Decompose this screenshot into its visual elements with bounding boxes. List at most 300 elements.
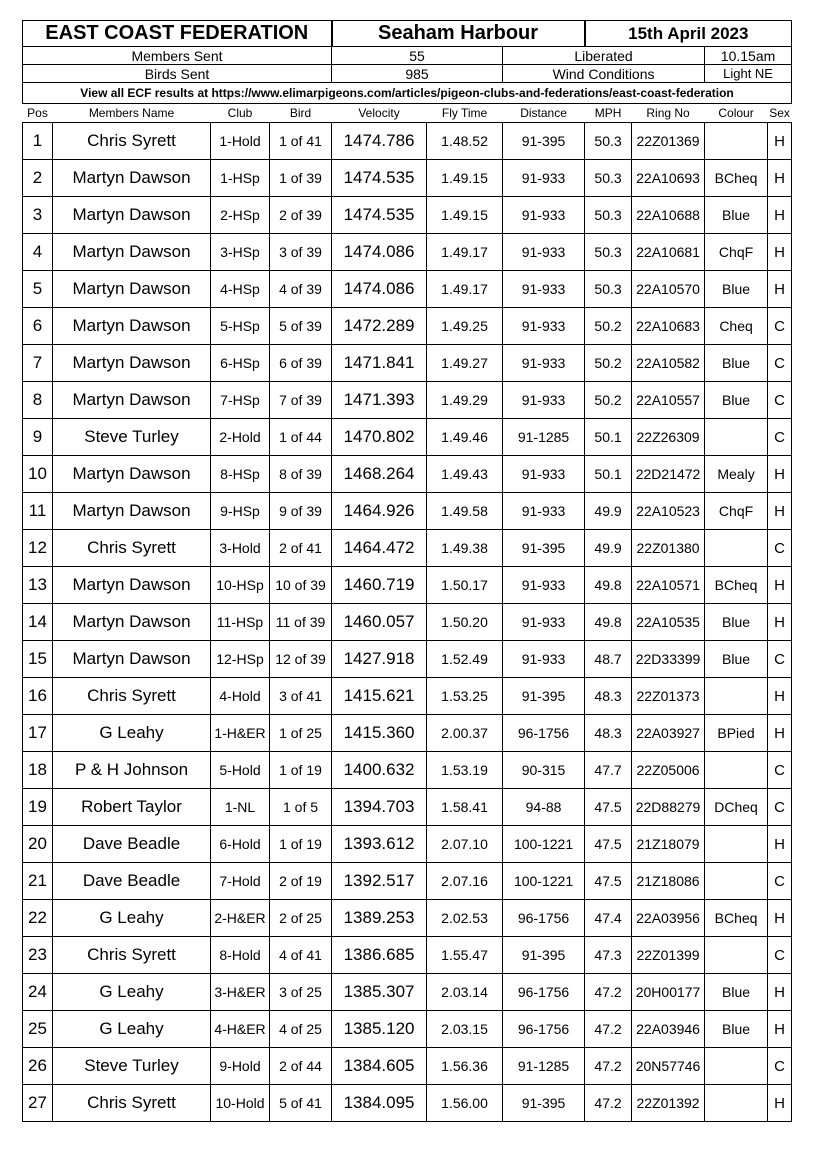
fly-time-cell: 1.53.25 [427,678,503,715]
fly-time-cell: 1.50.20 [427,604,503,641]
bird-cell: 2 of 44 [270,1048,332,1085]
colour-cell [705,1048,768,1085]
sex-cell: H [768,197,792,234]
sex-cell: C [768,308,792,345]
sex-cell: H [768,900,792,937]
table-row [23,382,792,419]
colour-cell: Blue [705,1011,768,1048]
sex-cell: C [768,382,792,419]
table-row [23,974,792,1011]
colour-cell [705,863,768,900]
mph-cell: 47.5 [585,826,632,863]
sex-cell: C [768,752,792,789]
table-row [23,789,792,826]
distance-cell: 91-395 [503,123,585,160]
fly-time-cell: 2.03.14 [427,974,503,1011]
mph-cell: 50.3 [585,123,632,160]
fly-time-cell: 1.56.00 [427,1085,503,1122]
wind-value: Light NE [705,65,792,83]
mph-cell: 49.9 [585,493,632,530]
fly-time-cell: 1.53.19 [427,752,503,789]
pos-cell: 25 [23,1011,53,1048]
table-row [23,641,792,678]
members-name-cell: Chris Syrett [53,937,211,974]
table-row [23,271,792,308]
bird-cell: 3 of 25 [270,974,332,1011]
table-row [23,308,792,345]
results-link-row [23,83,792,104]
members-name-cell: Martyn Dawson [53,493,211,530]
pos-cell: 12 [23,530,53,567]
liberated-value: 10.15am [705,47,792,65]
sex-cell: H [768,567,792,604]
velocity-cell: 1471.393 [332,382,427,419]
distance-cell: 91-933 [503,271,585,308]
club-cell: 10-Hold [211,1085,270,1122]
fly-time-cell: 2.02.53 [427,900,503,937]
sex-cell: H [768,1011,792,1048]
colour-cell: Blue [705,197,768,234]
club-cell: 1-H&ER [211,715,270,752]
mph-cell: 48.7 [585,641,632,678]
mph-cell: 50.1 [585,419,632,456]
velocity-cell: 1474.086 [332,271,427,308]
velocity-cell: 1460.057 [332,604,427,641]
table-row [23,826,792,863]
velocity-cell: 1386.685 [332,937,427,974]
table-row [23,863,792,900]
col-velocity-header: Velocity [332,104,427,123]
members-name-cell: Martyn Dawson [53,604,211,641]
mph-cell: 47.4 [585,900,632,937]
members-sent-label: Members Sent [23,47,332,65]
fly-time-cell: 1.58.41 [427,789,503,826]
pos-cell: 3 [23,197,53,234]
pos-cell: 17 [23,715,53,752]
table-row [23,1085,792,1122]
colour-cell: Blue [705,382,768,419]
club-cell: 4-HSp [211,271,270,308]
table-row [23,456,792,493]
ring-no-cell: 22Z01392 [632,1085,705,1122]
mph-cell: 47.3 [585,937,632,974]
mph-cell: 50.1 [585,456,632,493]
pos-cell: 4 [23,234,53,271]
mph-cell: 47.2 [585,1085,632,1122]
table-row [23,1048,792,1085]
table-row [23,752,792,789]
mph-cell: 50.3 [585,160,632,197]
bird-cell: 2 of 19 [270,863,332,900]
velocity-cell: 1472.289 [332,308,427,345]
distance-cell: 91-933 [503,197,585,234]
distance-cell: 91-395 [503,530,585,567]
velocity-cell: 1384.095 [332,1085,427,1122]
ring-no-cell: 22Z01380 [632,530,705,567]
distance-cell: 96-1756 [503,715,585,752]
distance-cell: 91-933 [503,308,585,345]
distance-cell: 96-1756 [503,1011,585,1048]
ring-no-cell: 22A10571 [632,567,705,604]
club-cell: 4-H&ER [211,1011,270,1048]
bird-cell: 1 of 25 [270,715,332,752]
bird-cell: 4 of 39 [270,271,332,308]
ring-no-cell: 22A10683 [632,308,705,345]
federation-title: EAST COAST FEDERATION [23,21,332,47]
distance-cell: 96-1756 [503,974,585,1011]
ring-no-cell: 21Z18079 [632,826,705,863]
sex-cell: C [768,937,792,974]
bird-cell: 5 of 39 [270,308,332,345]
distance-cell: 91-933 [503,567,585,604]
pos-cell: 5 [23,271,53,308]
pos-cell: 26 [23,1048,53,1085]
members-name-cell: Dave Beadle [53,863,211,900]
mph-cell: 50.3 [585,271,632,308]
bird-cell: 1 of 19 [270,752,332,789]
pos-cell: 10 [23,456,53,493]
table-row [23,234,792,271]
pos-cell: 18 [23,752,53,789]
velocity-cell: 1474.086 [332,234,427,271]
fly-time-cell: 2.00.37 [427,715,503,752]
colour-cell [705,530,768,567]
velocity-cell: 1415.621 [332,678,427,715]
members-name-cell: Martyn Dawson [53,308,211,345]
velocity-cell: 1464.926 [332,493,427,530]
ring-no-cell: 22A10693 [632,160,705,197]
sex-cell: H [768,1085,792,1122]
club-cell: 5-HSp [211,308,270,345]
bird-cell: 1 of 5 [270,789,332,826]
bird-cell: 2 of 39 [270,197,332,234]
velocity-cell: 1468.264 [332,456,427,493]
bird-cell: 1 of 44 [270,419,332,456]
distance-cell: 91-395 [503,678,585,715]
birds-sent-value: 985 [332,65,503,83]
pos-cell: 14 [23,604,53,641]
distance-cell: 91-933 [503,345,585,382]
members-name-cell: Steve Turley [53,1048,211,1085]
mph-cell: 50.2 [585,308,632,345]
col-bird-header: Bird [270,104,332,123]
mph-cell: 50.2 [585,345,632,382]
bird-cell: 8 of 39 [270,456,332,493]
table-row [23,530,792,567]
colour-cell [705,1085,768,1122]
col-mph-header: MPH [585,104,632,123]
club-cell: 6-Hold [211,826,270,863]
col-colour-header: Colour [705,104,768,123]
wind-label: Wind Conditions [503,65,705,83]
sex-cell: C [768,641,792,678]
table-row [23,197,792,234]
colour-cell: Blue [705,974,768,1011]
club-cell: 11-HSp [211,604,270,641]
members-name-cell: Chris Syrett [53,1085,211,1122]
pos-cell: 13 [23,567,53,604]
birds-row [23,65,792,83]
club-cell: 10-HSp [211,567,270,604]
members-name-cell: Martyn Dawson [53,234,211,271]
sex-cell: H [768,678,792,715]
club-cell: 9-HSp [211,493,270,530]
distance-cell: 91-1285 [503,419,585,456]
bird-cell: 3 of 39 [270,234,332,271]
col-fly-time-header: Fly Time [427,104,503,123]
bird-cell: 6 of 39 [270,345,332,382]
bird-cell: 12 of 39 [270,641,332,678]
velocity-cell: 1474.535 [332,160,427,197]
members-name-cell: Martyn Dawson [53,271,211,308]
club-cell: 1-Hold [211,123,270,160]
club-cell: 7-HSp [211,382,270,419]
velocity-cell: 1394.703 [332,789,427,826]
sex-cell: C [768,345,792,382]
colour-cell [705,937,768,974]
column-header-row [23,104,792,123]
colour-cell: DCheq [705,789,768,826]
velocity-cell: 1400.632 [332,752,427,789]
ring-no-cell: 21Z18086 [632,863,705,900]
fly-time-cell: 2.07.10 [427,826,503,863]
members-name-cell: Steve Turley [53,419,211,456]
colour-cell: Mealy [705,456,768,493]
colour-cell: BPied [705,715,768,752]
col-sex-header: Sex [768,104,792,123]
race-point: Seaham Harbour [332,21,585,47]
colour-cell: Blue [705,641,768,678]
velocity-cell: 1474.535 [332,197,427,234]
fly-time-cell: 1.50.17 [427,567,503,604]
members-name-cell: Chris Syrett [53,123,211,160]
velocity-cell: 1389.253 [332,900,427,937]
table-row [23,567,792,604]
pos-cell: 23 [23,937,53,974]
sex-cell: C [768,789,792,826]
sex-cell: H [768,123,792,160]
mph-cell: 47.7 [585,752,632,789]
pos-cell: 22 [23,900,53,937]
table-row [23,493,792,530]
ring-no-cell: 20N57746 [632,1048,705,1085]
distance-cell: 91-933 [503,493,585,530]
sex-cell: H [768,234,792,271]
colour-cell: ChqF [705,493,768,530]
pos-cell: 1 [23,123,53,160]
velocity-cell: 1393.612 [332,826,427,863]
fly-time-cell: 2.03.15 [427,1011,503,1048]
liberated-label: Liberated [503,47,705,65]
fly-time-cell: 1.49.29 [427,382,503,419]
fly-time-cell: 1.49.58 [427,493,503,530]
ring-no-cell: 22A10570 [632,271,705,308]
pos-cell: 16 [23,678,53,715]
table-row [23,604,792,641]
birds-sent-label: Birds Sent [23,65,332,83]
ring-no-cell: 22A10523 [632,493,705,530]
colour-cell [705,419,768,456]
bird-cell: 7 of 39 [270,382,332,419]
ring-no-cell: 22A03927 [632,715,705,752]
members-name-cell: Martyn Dawson [53,345,211,382]
velocity-cell: 1464.472 [332,530,427,567]
club-cell: 6-HSp [211,345,270,382]
club-cell: 3-HSp [211,234,270,271]
results-table [22,20,792,1122]
members-name-cell: P & H Johnson [53,752,211,789]
fly-time-cell: 1.49.17 [427,234,503,271]
mph-cell: 48.3 [585,678,632,715]
ring-no-cell: 22Z01369 [632,123,705,160]
members-name-cell: Martyn Dawson [53,160,211,197]
col-distance-header: Distance [503,104,585,123]
table-row [23,419,792,456]
sex-cell: C [768,863,792,900]
fly-time-cell: 1.56.36 [427,1048,503,1085]
members-name-cell: G Leahy [53,900,211,937]
club-cell: 1-HSp [211,160,270,197]
distance-cell: 96-1756 [503,900,585,937]
ring-no-cell: 22A10681 [632,234,705,271]
bird-cell: 11 of 39 [270,604,332,641]
pos-cell: 27 [23,1085,53,1122]
fly-time-cell: 2.07.16 [427,863,503,900]
pos-cell: 21 [23,863,53,900]
distance-cell: 91-395 [503,1085,585,1122]
velocity-cell: 1471.841 [332,345,427,382]
mph-cell: 50.2 [585,382,632,419]
col-club-header: Club [211,104,270,123]
velocity-cell: 1392.517 [332,863,427,900]
sex-cell: H [768,493,792,530]
members-name-cell: Martyn Dawson [53,197,211,234]
distance-cell: 91-933 [503,234,585,271]
pos-cell: 9 [23,419,53,456]
members-name-cell: G Leahy [53,974,211,1011]
pos-cell: 20 [23,826,53,863]
club-cell: 7-Hold [211,863,270,900]
club-cell: 5-Hold [211,752,270,789]
ring-no-cell: 22A03956 [632,900,705,937]
club-cell: 8-Hold [211,937,270,974]
members-name-cell: Chris Syrett [53,678,211,715]
members-sent-value: 55 [332,47,503,65]
velocity-cell: 1385.120 [332,1011,427,1048]
velocity-cell: 1384.605 [332,1048,427,1085]
pos-cell: 24 [23,974,53,1011]
bird-cell: 5 of 41 [270,1085,332,1122]
ring-no-cell: 22A10535 [632,604,705,641]
ring-no-cell: 22A10688 [632,197,705,234]
distance-cell: 91-933 [503,160,585,197]
members-name-cell: Martyn Dawson [53,641,211,678]
club-cell: 3-H&ER [211,974,270,1011]
pos-cell: 19 [23,789,53,826]
velocity-cell: 1460.719 [332,567,427,604]
fly-time-cell: 1.52.49 [427,641,503,678]
sex-cell: H [768,604,792,641]
mph-cell: 47.2 [585,1048,632,1085]
pos-cell: 6 [23,308,53,345]
colour-cell [705,123,768,160]
colour-cell: Cheq [705,308,768,345]
colour-cell [705,752,768,789]
mph-cell: 48.3 [585,715,632,752]
sex-cell: C [768,1048,792,1085]
mph-cell: 50.3 [585,197,632,234]
sex-cell: C [768,530,792,567]
members-name-cell: G Leahy [53,1011,211,1048]
table-row [23,715,792,752]
ring-no-cell: 22A10582 [632,345,705,382]
distance-cell: 91-933 [503,641,585,678]
ring-no-cell: 22D88279 [632,789,705,826]
club-cell: 2-Hold [211,419,270,456]
fly-time-cell: 1.55.47 [427,937,503,974]
ring-no-cell: 20H00177 [632,974,705,1011]
colour-cell [705,826,768,863]
members-name-cell: Robert Taylor [53,789,211,826]
pos-cell: 7 [23,345,53,382]
club-cell: 2-HSp [211,197,270,234]
sex-cell: H [768,456,792,493]
members-name-cell: Martyn Dawson [53,382,211,419]
fly-time-cell: 1.49.15 [427,160,503,197]
title-row [23,21,792,47]
members-row [23,47,792,65]
pos-cell: 8 [23,382,53,419]
ring-no-cell: 22D21472 [632,456,705,493]
colour-cell [705,678,768,715]
mph-cell: 49.8 [585,604,632,641]
table-row [23,900,792,937]
bird-cell: 1 of 41 [270,123,332,160]
results-link-note: View all ECF results at https://www.elimarpigeons.com/articles/pigeon-clubs-and-federations/east-coast-federation [23,83,792,104]
ring-no-cell: 22Z01399 [632,937,705,974]
colour-cell: Blue [705,604,768,641]
mph-cell: 47.2 [585,974,632,1011]
distance-cell: 100-1221 [503,826,585,863]
table-row [23,160,792,197]
distance-cell: 100-1221 [503,863,585,900]
colour-cell: BCheq [705,567,768,604]
bird-cell: 1 of 19 [270,826,332,863]
bird-cell: 2 of 41 [270,530,332,567]
table-row [23,937,792,974]
club-cell: 3-Hold [211,530,270,567]
club-cell: 2-H&ER [211,900,270,937]
bird-cell: 1 of 39 [270,160,332,197]
velocity-cell: 1385.307 [332,974,427,1011]
distance-cell: 94-88 [503,789,585,826]
distance-cell: 91-933 [503,456,585,493]
colour-cell: BCheq [705,160,768,197]
table-row [23,345,792,382]
ring-no-cell: 22Z01373 [632,678,705,715]
club-cell: 9-Hold [211,1048,270,1085]
bird-cell: 10 of 39 [270,567,332,604]
bird-cell: 4 of 41 [270,937,332,974]
club-cell: 1-NL [211,789,270,826]
velocity-cell: 1470.802 [332,419,427,456]
ring-no-cell: 22Z26309 [632,419,705,456]
mph-cell: 50.3 [585,234,632,271]
results-sheet [22,20,791,1122]
fly-time-cell: 1.49.25 [427,308,503,345]
bird-cell: 3 of 41 [270,678,332,715]
col-pos-header: Pos [23,104,53,123]
